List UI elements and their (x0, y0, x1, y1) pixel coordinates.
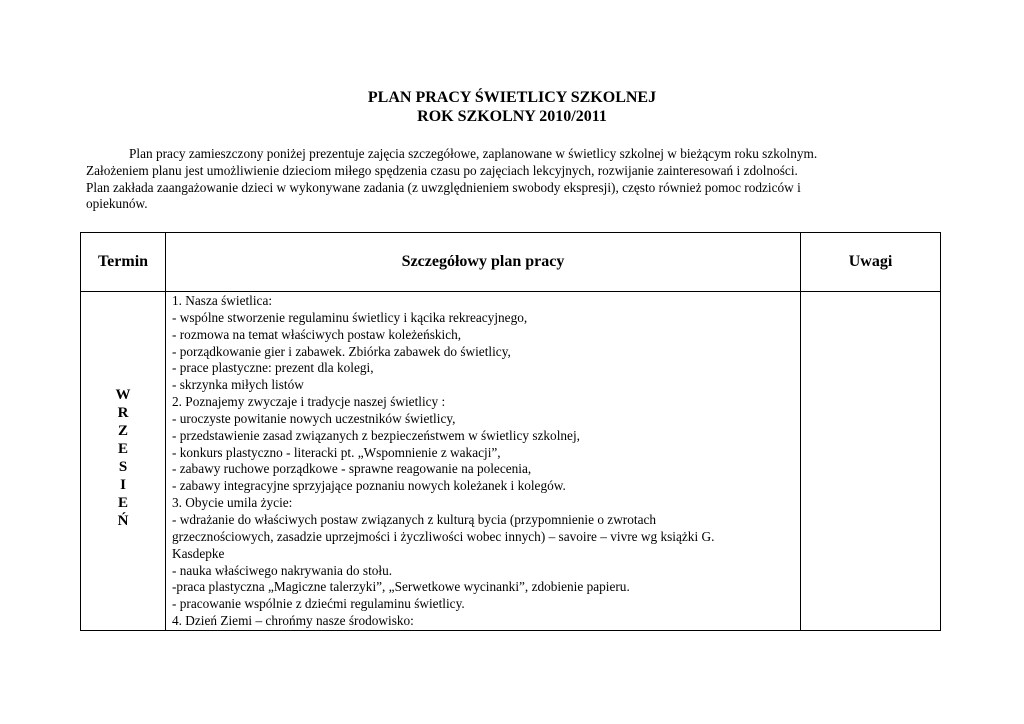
plan-line: - porządkowanie gier i zabawek. Zbiórka zabawek do świetlicy, (172, 343, 511, 359)
month-cell (81, 292, 166, 631)
header-uwagi: Uwagi (801, 233, 941, 292)
plan-line: - przedstawienie zasad związanych z bezpieczeństwem w świetlicy szkolnej, (172, 427, 580, 443)
plan-line: - wdrażanie do właściwych postaw związanych z kulturą bycia (przypomnienie o zwrotach (172, 511, 657, 527)
intro-line: Plan pracy zamieszczony poniżej prezentuje zajęcia szczegółowe, zaplanowane w świetlicy szkolnej w bieżącym roku szkolnym. (129, 146, 818, 161)
plan-line: - zabawy integracyjne sprzyjające poznaniu nowych koleżanek i kolegów. (172, 478, 566, 494)
plan-line: 2. Poznajemy zwyczaje i tradycje naszej świetlicy : (172, 394, 446, 410)
month-letter: E (117, 495, 128, 511)
plan-line: - uroczyste powitanie nowych uczestników świetlicy, (172, 410, 456, 426)
plan-line: 3. Obycie umila życie: (172, 495, 293, 511)
month-letter: S (118, 459, 128, 475)
intro-line: opiekunów. (86, 196, 148, 212)
intro-line: Założeniem planu jest umożliwienie dzieciom miłego spędzenia czasu po zajęciach lekcyjnych, rozwijanie zainteresowań i zdolności. (86, 162, 798, 178)
month-letter: W (115, 387, 131, 403)
remarks-cell (801, 292, 941, 631)
table-header-row (81, 233, 941, 292)
month-label-wrzesien (81, 386, 165, 530)
plan-line: - nauka właściwego nakrywania do stołu. (172, 562, 393, 578)
plan-line: grzecznościowych, zasadzie uprzejmości i życzliwości wobec innych) – savoire – vivre wg książki G. (172, 528, 715, 544)
document-title: PLAN PRACY ŚWIETLICY SZKOLNEJ (367, 89, 657, 106)
month-letter: Z (117, 423, 128, 439)
plan-line: 4. Dzień Ziemi – chrońmy nasze środowisko: (172, 613, 414, 629)
month-letter: I (120, 477, 126, 493)
header-termin: Termin (81, 233, 166, 292)
plan-line: - prace plastyczne: prezent dla kolegi, (172, 360, 374, 376)
plan-line: - konkurs plastyczno - literacki pt. „Wspomnienie z wakacji”, (172, 444, 501, 460)
month-letter: E (117, 441, 128, 457)
month-letter: Ń (117, 513, 129, 529)
plan-line: - rozmowa na temat właściwych postaw koleżeńskich, (172, 326, 462, 342)
table-row (81, 292, 941, 631)
intro-paragraph (86, 146, 936, 213)
plan-line: - zabawy ruchowe porządkowe - sprawne reagowanie na polecenia, (172, 461, 532, 477)
school-year-subtitle: ROK SZKOLNY 2010/2011 (417, 108, 607, 125)
plan-details-cell (166, 292, 801, 631)
plan-line: 1. Nasza świetlica: (172, 293, 273, 308)
plan-line: - wspólne stworzenie regulaminu świetlicy i kącika rekreacyjnego, (172, 309, 528, 325)
plan-line: - pracowanie wspólnie z dziećmi regulaminu świetlicy. (172, 596, 465, 612)
month-letter: R (117, 405, 129, 421)
work-plan-table (80, 232, 941, 631)
plan-line: Kasdepke (172, 545, 225, 561)
plan-line: - skrzynka miłych listów (172, 377, 304, 393)
plan-line: -praca plastyczna „Magiczne talerzyki”, „Serwetkowe wycinanki”, zdobienie papieru. (172, 579, 630, 595)
header-plan: Szczegółowy plan pracy (166, 233, 801, 292)
intro-line: Plan zakłada zaangażowanie dzieci w wykonywane zadania (z uwzględnieniem swobody ekspresji), często również pomoc rodziców i (86, 179, 801, 195)
